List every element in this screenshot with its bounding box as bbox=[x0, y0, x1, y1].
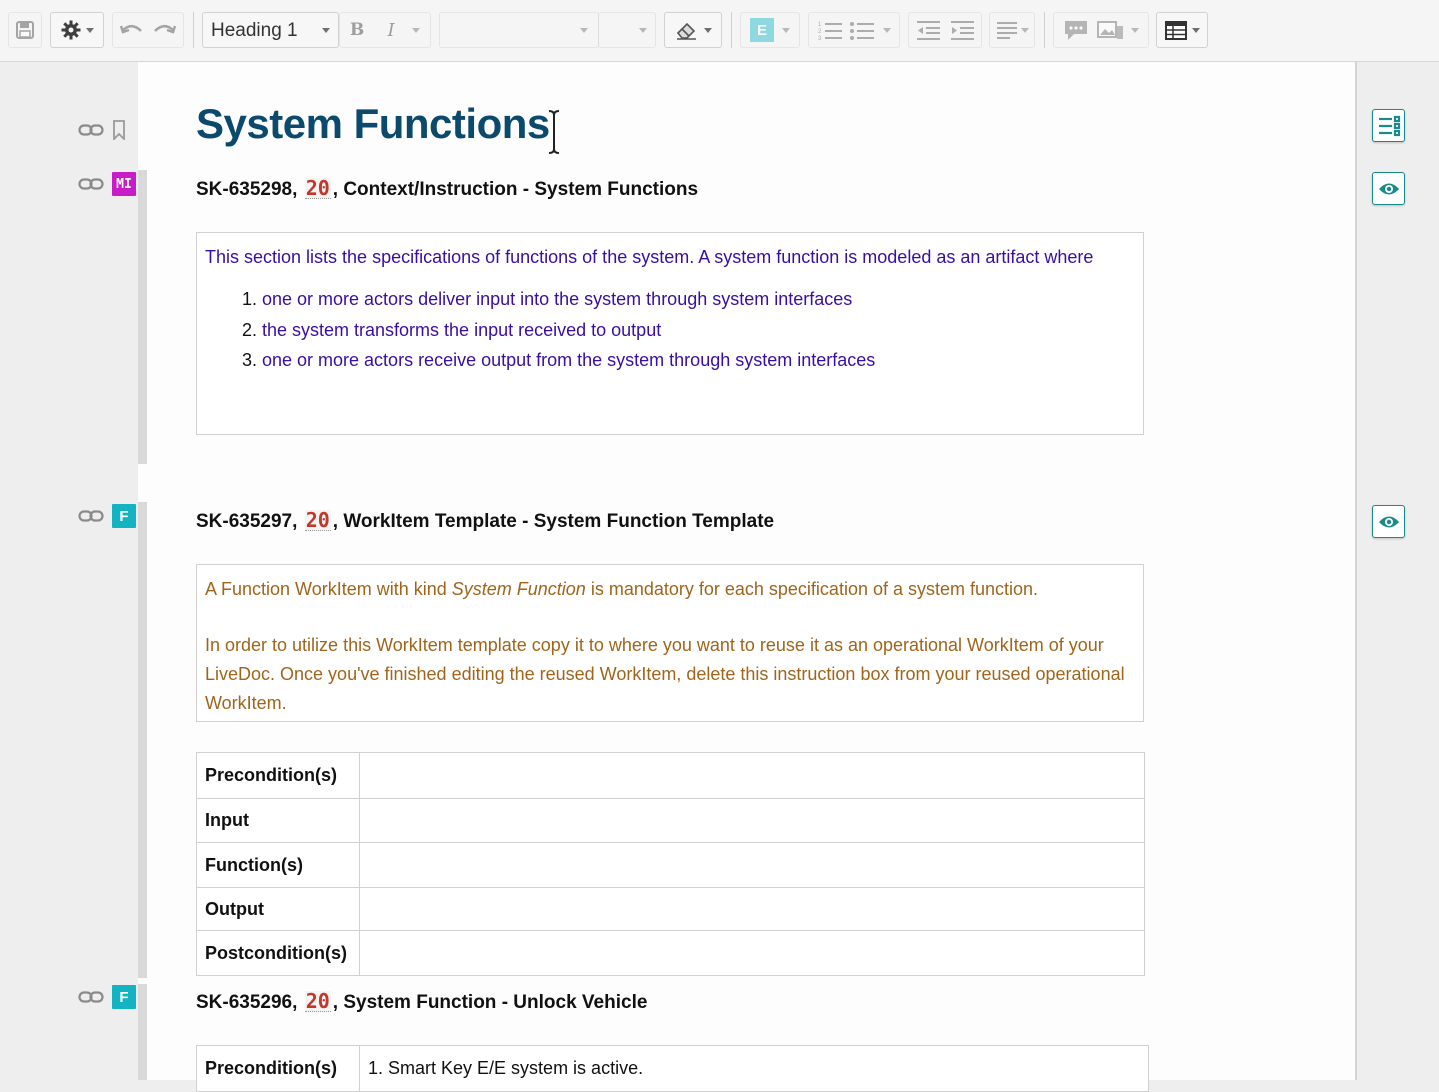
bookmark-icon[interactable] bbox=[112, 120, 126, 140]
chevron-down-icon bbox=[322, 28, 330, 33]
undo-redo-group bbox=[112, 12, 184, 48]
eraser-icon bbox=[674, 20, 698, 40]
insert-table-button[interactable] bbox=[1156, 12, 1208, 48]
context-intro: This section lists the specifications of functions of the system. A system function is modeled as an artifact where bbox=[205, 247, 1094, 267]
toolbar-separator bbox=[193, 12, 194, 48]
workitem-title-text: , System Function - Unlock Vehicle bbox=[332, 992, 648, 1013]
chevron-down-icon[interactable] bbox=[412, 28, 420, 33]
workitem-range-bar bbox=[138, 984, 147, 1080]
table-row bbox=[197, 931, 1145, 976]
template-text: A Function WorkItem with kind bbox=[205, 579, 452, 599]
workitem-title[interactable] bbox=[196, 991, 647, 1014]
template-paragraph: In order to utilize this WorkItem template copy it to where you want to reuse it as an operational WorkItem of your LiveDoc. Once you've finished editing the reused WorkItem, delete this instruction box from your reused operational WorkItem. bbox=[205, 635, 1125, 713]
row-value[interactable] bbox=[360, 888, 1145, 931]
outline-button[interactable] bbox=[1372, 109, 1405, 142]
heading-gutter-marker bbox=[78, 120, 126, 140]
row-label: Output bbox=[197, 888, 360, 931]
chevron-down-icon bbox=[782, 28, 790, 33]
svg-text:3: 3 bbox=[818, 36, 822, 41]
font-family-select[interactable] bbox=[439, 12, 599, 48]
chevron-down-icon[interactable] bbox=[1131, 28, 1139, 33]
row-value[interactable]: 1. Smart Key E/E system is active. bbox=[360, 1046, 1149, 1092]
preview-button[interactable] bbox=[1372, 505, 1405, 538]
save-icon bbox=[15, 20, 35, 40]
workitem-id[interactable]: SK-635298, bbox=[196, 179, 298, 200]
table-icon bbox=[1165, 20, 1187, 40]
toolbar-separator bbox=[1044, 12, 1045, 48]
eye-icon bbox=[1378, 181, 1400, 197]
workitem-range-bar bbox=[138, 502, 147, 978]
workitem-type-icon[interactable]: F bbox=[112, 504, 136, 528]
workitem-title-text: , WorkItem Template - System Function Template bbox=[332, 511, 775, 532]
svg-text:1: 1 bbox=[818, 22, 822, 28]
list-item: 1. one or more actors deliver input into the system through system interfaces bbox=[262, 284, 1135, 315]
redo-icon[interactable] bbox=[151, 21, 177, 39]
text-format-group bbox=[339, 12, 431, 48]
style-e-icon: E bbox=[750, 18, 774, 42]
align-icon bbox=[996, 20, 1018, 40]
workitem-range-bar bbox=[138, 170, 147, 464]
page-title[interactable]: System Functions bbox=[196, 100, 550, 147]
workitem-revision[interactable]: 20 bbox=[305, 176, 330, 200]
toolbar-separator bbox=[731, 12, 732, 48]
paragraph-style-select[interactable] bbox=[202, 12, 339, 48]
row-label: Precondition(s) bbox=[197, 753, 360, 799]
template-kind: System Function bbox=[451, 579, 586, 599]
indent-icon[interactable] bbox=[949, 19, 975, 41]
save-button[interactable] bbox=[8, 12, 42, 48]
table-row bbox=[197, 1046, 1149, 1092]
link-icon[interactable] bbox=[78, 123, 104, 137]
alignment-dropdown-button[interactable] bbox=[989, 12, 1035, 48]
list-item: 2. the system transforms the input received to output bbox=[262, 315, 1135, 346]
numbered-list-icon[interactable] bbox=[817, 19, 843, 41]
row-label: Function(s) bbox=[197, 843, 360, 888]
insert-image-icon[interactable] bbox=[1097, 19, 1125, 41]
link-icon[interactable] bbox=[78, 990, 104, 1004]
row-label: Postcondition(s) bbox=[197, 931, 360, 976]
workitem-title[interactable] bbox=[196, 178, 698, 201]
row-label: Input bbox=[197, 799, 360, 843]
workitem-type-icon[interactable]: MI bbox=[112, 172, 136, 196]
chevron-down-icon bbox=[580, 28, 588, 33]
context-instruction-box[interactable] bbox=[196, 232, 1144, 435]
template-paragraph bbox=[205, 575, 1135, 604]
list-group bbox=[808, 12, 900, 48]
row-value[interactable] bbox=[360, 843, 1145, 888]
indent-group bbox=[908, 12, 982, 48]
workitem-id[interactable]: SK-635297, bbox=[196, 511, 298, 532]
clear-formatting-button[interactable] bbox=[664, 12, 722, 48]
gear-icon bbox=[60, 19, 82, 41]
table-row bbox=[197, 753, 1145, 799]
chevron-down-icon[interactable] bbox=[883, 28, 891, 33]
paragraph-style-value: Heading 1 bbox=[211, 20, 298, 41]
link-icon[interactable] bbox=[78, 177, 104, 191]
insert-group bbox=[1053, 12, 1149, 48]
workitem-title-text: , Context/Instruction - System Functions bbox=[332, 179, 699, 200]
eye-icon bbox=[1378, 514, 1400, 530]
row-value[interactable] bbox=[360, 931, 1145, 976]
text-style-button[interactable] bbox=[740, 12, 800, 48]
table-row bbox=[197, 799, 1145, 843]
table-row bbox=[197, 843, 1145, 888]
editor-toolbar bbox=[0, 0, 1439, 62]
row-value[interactable] bbox=[360, 799, 1145, 843]
workitem-gutter-marker bbox=[78, 506, 136, 526]
outline-list-icon bbox=[1377, 114, 1401, 138]
settings-dropdown-button[interactable] bbox=[50, 12, 104, 48]
chevron-down-icon bbox=[639, 28, 647, 33]
context-list bbox=[205, 284, 1135, 376]
bold-button[interactable]: B bbox=[349, 20, 365, 40]
workitem-revision[interactable]: 20 bbox=[305, 508, 330, 532]
text-cursor-icon bbox=[547, 109, 561, 155]
chevron-down-icon bbox=[704, 28, 712, 33]
undo-icon[interactable] bbox=[119, 21, 145, 39]
bulleted-list-icon[interactable] bbox=[849, 19, 875, 41]
row-label: Precondition(s) bbox=[197, 1046, 360, 1092]
unlock-vehicle-table bbox=[196, 1045, 1149, 1092]
workitem-title[interactable] bbox=[196, 510, 774, 533]
template-instruction-box[interactable] bbox=[196, 564, 1144, 722]
workitem-gutter-marker bbox=[78, 174, 136, 194]
template-text: is mandatory for each specification of a system function. bbox=[585, 579, 1039, 599]
workitem-id[interactable]: SK-635296, bbox=[196, 992, 298, 1013]
chevron-down-icon bbox=[1192, 28, 1200, 33]
chevron-down-icon bbox=[86, 28, 94, 33]
link-icon[interactable] bbox=[78, 509, 104, 523]
outdent-icon[interactable] bbox=[915, 19, 941, 41]
row-value[interactable] bbox=[360, 753, 1145, 799]
comment-icon[interactable] bbox=[1063, 19, 1089, 41]
svg-text:2: 2 bbox=[818, 29, 822, 35]
list-item: 3. one or more actors receive output from the system through system interfaces bbox=[262, 345, 1135, 376]
italic-button[interactable]: I bbox=[387, 19, 395, 41]
font-size-select[interactable] bbox=[598, 12, 656, 48]
table-row bbox=[197, 888, 1145, 931]
workitem-type-icon[interactable]: F bbox=[112, 985, 136, 1009]
workitem-gutter-marker bbox=[78, 987, 136, 1007]
workitem-revision[interactable]: 20 bbox=[305, 989, 330, 1013]
preview-button[interactable] bbox=[1372, 172, 1405, 205]
template-table bbox=[196, 752, 1145, 976]
chevron-down-icon bbox=[1021, 28, 1029, 33]
